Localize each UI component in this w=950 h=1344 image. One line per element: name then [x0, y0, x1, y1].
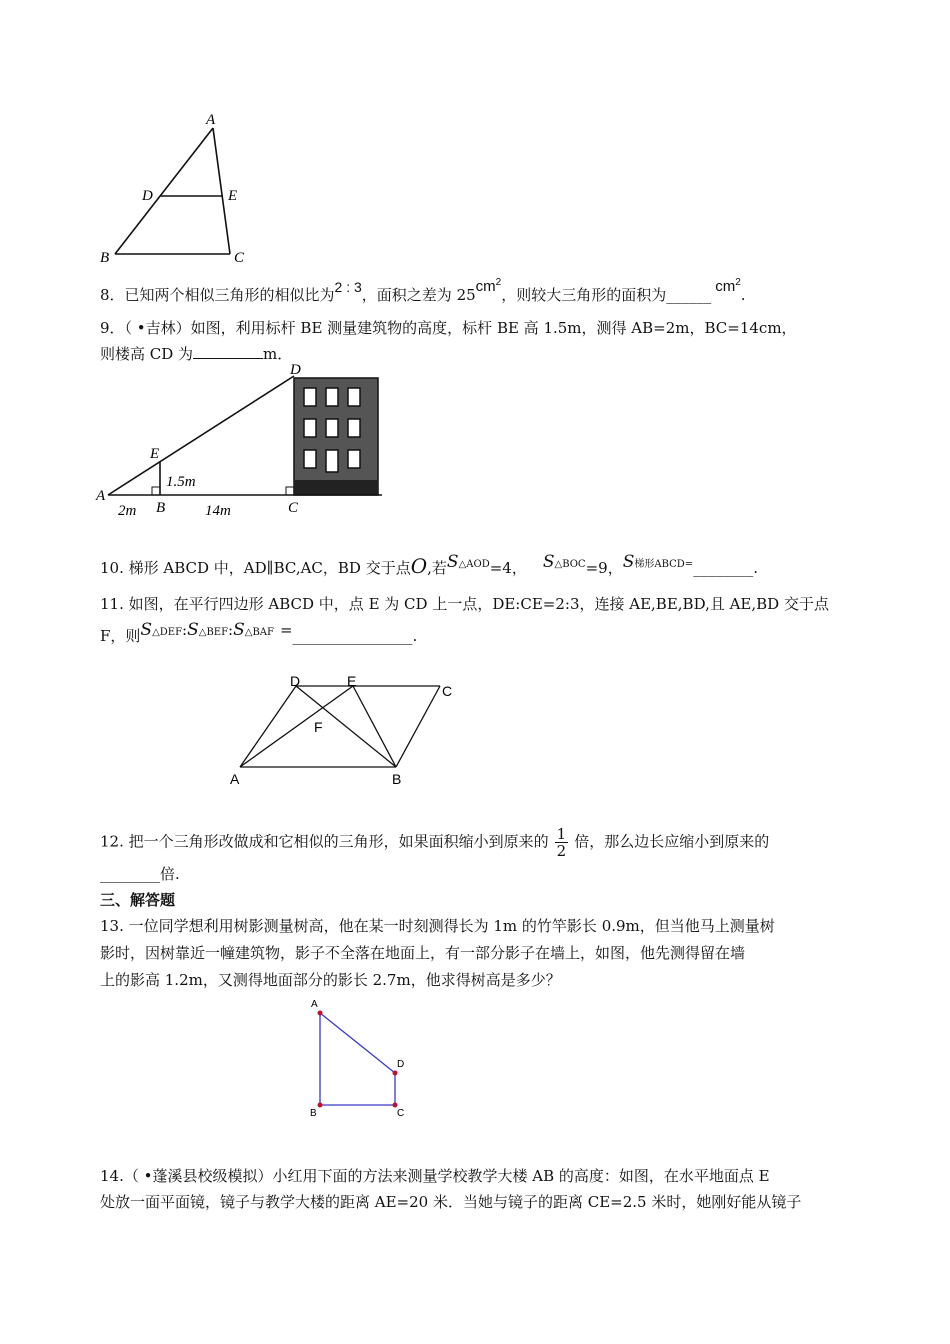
q9-line2-post: m． — [263, 345, 293, 363]
question-13-line3: 上的影高 1.2m，又测得地面部分的影长 2.7m，他求得树高是多少？ — [100, 971, 561, 989]
label-height: 1.5m — [166, 474, 196, 490]
q10-s1: S — [446, 552, 459, 572]
question-8 — [100, 277, 746, 306]
label-B: B — [310, 1108, 317, 1119]
triangle-figure — [90, 110, 260, 270]
label-C: C — [397, 1108, 405, 1119]
question-11-line1: 11. 如图，在平行四边形 ABCD 中，点 E 为 CD 上一点，DE:CE=2:3，连接 AE,BE,BD,且 AE,BD 交于点 — [100, 595, 829, 613]
q8-sup: 2 — [495, 277, 502, 288]
q11-colon1: : — [182, 621, 188, 639]
label-E: E — [150, 446, 160, 462]
q11-s1: S — [140, 620, 153, 640]
q11-sub3: △BAF — [244, 627, 274, 638]
q11-colon2: : — [228, 621, 234, 639]
q10-sub2: △BOC — [554, 559, 586, 570]
label-E: E — [228, 188, 238, 204]
label-bc: 14m — [205, 503, 231, 519]
label-F: F — [314, 719, 323, 735]
q10-eq: = — [684, 559, 694, 570]
question-11-line2 — [100, 620, 418, 649]
question-9-line1: 9．（ •吉林）如图，利用标杆 BE 测量建筑物的高度，标杆 BE 高 1.5m，测得 AB=2m，BC=14cm， — [100, 319, 797, 337]
label-A: A — [96, 488, 106, 504]
q12-prefix: 12. 把一个三角形改做成和它相似的三角形，如果面积缩小到原来的 — [100, 832, 549, 851]
q8-unit2: cm — [715, 278, 736, 295]
q10-sub1: △AOD — [458, 559, 490, 570]
label-B: B — [392, 771, 402, 787]
q8-mid: ，面积之差为 25 — [361, 286, 476, 304]
q11-eq: = — [279, 621, 293, 639]
q12-suffix: 倍，那么边长应缩小到原来的 — [574, 832, 770, 851]
label-ab: 2m — [118, 503, 137, 519]
question-14-line1: 14.（ •蓬溪县校级模拟）小红用下面的方法来测量学校教学大楼 AB 的高度：如图，在水平地面点 E — [100, 1167, 770, 1185]
label-D: D — [290, 362, 301, 378]
q12-num: 1 — [556, 825, 567, 843]
label-D: D — [290, 673, 301, 689]
label-C: C — [288, 500, 299, 516]
section-heading: 三、解答题 — [100, 891, 176, 909]
label-A: A — [311, 999, 318, 1010]
q9-line2-pre: 则楼高 CD 为 — [100, 345, 194, 363]
parallelogram-figure — [220, 670, 470, 795]
q11-s3: S — [233, 620, 245, 640]
label-A: A — [206, 112, 216, 128]
question-14-line2: 处放一面平面镜，镜子与教学大楼的距离 AE=20 米．当她与镜子的距离 CE=2.5 米时，她刚好能从镜子 — [100, 1193, 802, 1211]
q12-den: 2 — [556, 842, 567, 860]
question-10 — [100, 552, 758, 581]
q11-line2-pre: F，则 — [100, 627, 141, 645]
q11-blank: ________________. — [292, 627, 418, 645]
q10-point-o: O — [410, 554, 428, 578]
label-D: D — [397, 1059, 405, 1070]
q8-mid2: ，则较大三角形的面积为______ — [501, 286, 712, 304]
label-C: C — [442, 683, 453, 699]
tree-shadow-figure — [300, 995, 420, 1120]
q10-v1: =4， — [489, 559, 527, 577]
label-A: A — [230, 771, 240, 787]
q10-sub3: 梯形ABCD — [634, 559, 685, 570]
label-C: C — [234, 250, 245, 266]
q8-ratio: 2 : 3 — [334, 279, 362, 295]
label-D: D — [142, 188, 153, 204]
question-9-line2 — [100, 344, 292, 364]
q10-s3: S — [622, 552, 635, 572]
question-12-line2: ________倍. — [100, 865, 180, 883]
q8-prefix: 8．已知两个相似三角形的相似比为 — [100, 286, 335, 304]
q10-prefix: 10. 梯形 ABCD 中，AD∥BC,AC，BD 交于点 — [100, 559, 411, 577]
label-E: E — [347, 673, 357, 689]
q8-unit: cm — [475, 278, 496, 295]
building-figure — [90, 362, 390, 522]
q8-sup2: 2 — [735, 277, 741, 288]
q10-v2: =9， — [585, 559, 623, 577]
q9-answer-blank — [193, 344, 263, 359]
label-B: B — [156, 500, 166, 516]
question-12-line1 — [100, 826, 769, 859]
q10-ruo: ,若 — [427, 559, 447, 577]
q12-fraction — [555, 826, 569, 859]
q11-s2: S — [187, 620, 199, 640]
label-B: B — [100, 250, 110, 266]
q10-s2: S — [542, 552, 555, 572]
question-13-line2: 影时，因树靠近一幢建筑物，影子不全落在地面上，有一部分影子在墙上，如图，他先测得留在墙 — [100, 944, 746, 962]
question-13-line1: 13. 一位同学想利用树影测量树高，他在某一时刻测得长为 1m 的竹竿影长 0.9m，但当他马上测量树 — [100, 917, 775, 935]
q10-blank: ________. — [693, 559, 758, 577]
q8-end: . — [740, 286, 746, 304]
q11-sub1: △DEF — [152, 627, 183, 638]
q11-sub2: △BEF — [198, 627, 229, 638]
